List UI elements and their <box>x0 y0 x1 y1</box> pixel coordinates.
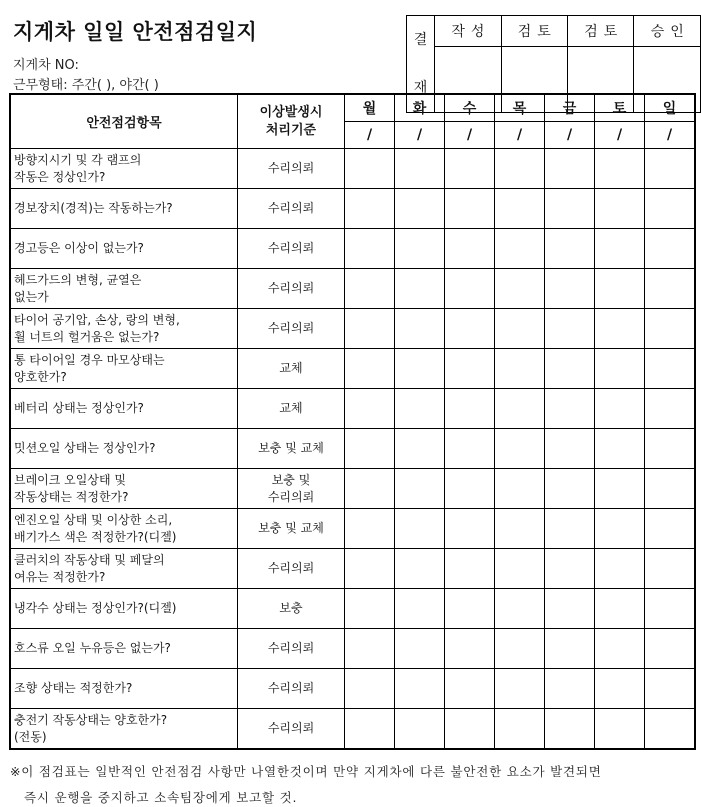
action-criteria: 수리의뢰 <box>238 229 345 269</box>
check-cell-tue[interactable] <box>395 349 445 389</box>
date-cell-fri[interactable]: / <box>545 122 595 149</box>
check-cell-wed[interactable] <box>445 389 495 429</box>
check-cell-wed[interactable] <box>445 549 495 589</box>
check-cell-fri[interactable] <box>545 709 595 750</box>
check-cell-fri[interactable] <box>545 469 595 509</box>
action-criteria: 수리의뢰 <box>238 189 345 229</box>
table-row <box>10 629 695 669</box>
check-cell-sun[interactable] <box>645 629 696 669</box>
check-cell-sun[interactable] <box>645 589 696 629</box>
check-cell-tue[interactable] <box>395 149 445 189</box>
check-cell-tue[interactable] <box>395 669 445 709</box>
check-cell-fri[interactable] <box>545 509 595 549</box>
check-cell-sun[interactable] <box>645 189 696 229</box>
approval-col-review-2: 검토 <box>568 16 634 47</box>
check-cell-tue[interactable] <box>395 469 445 509</box>
check-cell-tue[interactable] <box>395 229 445 269</box>
check-cell-mon[interactable] <box>345 269 395 309</box>
check-cell-sun[interactable] <box>645 349 696 389</box>
check-cell-sat[interactable] <box>595 349 645 389</box>
check-cell-mon[interactable] <box>345 589 395 629</box>
table-row <box>10 429 695 469</box>
action-criteria: 수리의뢰 <box>238 549 345 589</box>
check-cell-mon[interactable] <box>345 669 395 709</box>
check-cell-mon[interactable] <box>345 189 395 229</box>
header-criteria: 이상발생시 처리기준 <box>238 94 345 149</box>
table-row <box>10 189 695 229</box>
inspection-item: 헤드가드의 변형, 균열은 없는가 <box>10 269 238 309</box>
check-cell-tue[interactable] <box>395 509 445 549</box>
inspection-item: 냉각수 상태는 정상인가?(디젤) <box>10 589 238 629</box>
check-cell-thu[interactable] <box>495 269 545 309</box>
check-cell-tue[interactable] <box>395 589 445 629</box>
check-cell-thu[interactable] <box>495 389 545 429</box>
check-cell-sat[interactable] <box>595 229 645 269</box>
check-cell-thu[interactable] <box>495 709 545 750</box>
table-row <box>10 389 695 429</box>
check-cell-mon[interactable] <box>345 229 395 269</box>
check-cell-fri[interactable] <box>545 669 595 709</box>
date-cell-wed[interactable]: / <box>445 122 495 149</box>
action-criteria: 수리의뢰 <box>238 629 345 669</box>
check-cell-fri[interactable] <box>545 309 595 349</box>
action-criteria: 수리의뢰 <box>238 149 345 189</box>
check-cell-wed[interactable] <box>445 509 495 549</box>
check-cell-fri[interactable] <box>545 349 595 389</box>
check-cell-sat[interactable] <box>595 429 645 469</box>
inspection-table <box>9 93 696 750</box>
action-criteria: 교체 <box>238 389 345 429</box>
table-row <box>10 709 695 750</box>
inspection-item: 호스류 오일 누유등은 없는가? <box>10 629 238 669</box>
check-cell-sat[interactable] <box>595 149 645 189</box>
check-cell-sat[interactable] <box>595 709 645 750</box>
table-row <box>10 669 695 709</box>
check-cell-fri[interactable] <box>545 429 595 469</box>
check-cell-thu[interactable] <box>495 309 545 349</box>
check-cell-mon[interactable] <box>345 149 395 189</box>
inspection-item: 밋션오일 상태는 정상인가? <box>10 429 238 469</box>
check-cell-sat[interactable] <box>595 469 645 509</box>
check-cell-sat[interactable] <box>595 189 645 229</box>
check-cell-sun[interactable] <box>645 509 696 549</box>
date-cell-sun[interactable]: / <box>645 122 696 149</box>
check-cell-wed[interactable] <box>445 349 495 389</box>
check-cell-tue[interactable] <box>395 389 445 429</box>
check-cell-sun[interactable] <box>645 309 696 349</box>
check-cell-sat[interactable] <box>595 389 645 429</box>
action-criteria: 보충 및 교체 <box>238 509 345 549</box>
date-cell-mon[interactable]: / <box>345 122 395 149</box>
check-cell-thu[interactable] <box>495 349 545 389</box>
check-cell-wed[interactable] <box>445 149 495 189</box>
check-cell-sat[interactable] <box>595 269 645 309</box>
check-cell-sun[interactable] <box>645 429 696 469</box>
check-cell-wed[interactable] <box>445 269 495 309</box>
check-cell-sat[interactable] <box>595 669 645 709</box>
check-cell-sun[interactable] <box>645 549 696 589</box>
check-cell-fri[interactable] <box>545 549 595 589</box>
document-title: 지게차 일일 안전점검일지 <box>13 20 258 44</box>
check-cell-fri[interactable] <box>545 629 595 669</box>
check-cell-sun[interactable] <box>645 709 696 750</box>
check-cell-thu[interactable] <box>495 149 545 189</box>
check-cell-mon[interactable] <box>345 629 395 669</box>
check-cell-tue[interactable] <box>395 549 445 589</box>
check-cell-tue[interactable] <box>395 629 445 669</box>
inspection-item: 충전기 작동상태는 양호한가? (전동) <box>10 709 238 750</box>
check-cell-thu[interactable] <box>495 549 545 589</box>
check-cell-sun[interactable] <box>645 149 696 189</box>
header-day-sat: 토 <box>595 94 645 122</box>
header-day-thu: 목 <box>495 94 545 122</box>
action-criteria: 보충 및 교체 <box>238 429 345 469</box>
table-row <box>10 349 695 389</box>
check-cell-mon[interactable] <box>345 469 395 509</box>
approval-label-bottom: 재 <box>413 80 428 96</box>
header-inspection-item: 안전점검항목 <box>10 94 238 149</box>
table-row <box>10 269 695 309</box>
check-cell-fri[interactable] <box>545 589 595 629</box>
check-cell-wed[interactable] <box>445 669 495 709</box>
check-cell-tue[interactable] <box>395 309 445 349</box>
check-cell-fri[interactable] <box>545 189 595 229</box>
check-cell-wed[interactable] <box>445 189 495 229</box>
check-cell-mon[interactable] <box>345 549 395 589</box>
table-row <box>10 589 695 629</box>
table-row <box>10 229 695 269</box>
check-cell-sun[interactable] <box>645 229 696 269</box>
forklift-number-label: 지게차 NO: <box>13 58 79 73</box>
table-row <box>10 309 695 349</box>
check-cell-thu[interactable] <box>495 189 545 229</box>
check-cell-fri[interactable] <box>545 269 595 309</box>
action-criteria: 교체 <box>238 349 345 389</box>
work-type-label: 근무형태: 주간( ), 야간( ) <box>13 78 159 93</box>
approval-col-approve: 승인 <box>634 16 701 47</box>
inspection-item: 경고등은 이상이 없는가? <box>10 229 238 269</box>
check-cell-thu[interactable] <box>495 469 545 509</box>
action-criteria: 수리의뢰 <box>238 269 345 309</box>
check-cell-wed[interactable] <box>445 469 495 509</box>
check-cell-tue[interactable] <box>395 189 445 229</box>
check-cell-sat[interactable] <box>595 589 645 629</box>
check-cell-mon[interactable] <box>345 389 395 429</box>
inspection-item: 타이어 공기압, 손상, 랑의 변형, 휠 너트의 헐거움은 없는가? <box>10 309 238 349</box>
check-cell-thu[interactable] <box>495 509 545 549</box>
check-cell-sun[interactable] <box>645 669 696 709</box>
header-day-fri: 금 <box>545 94 595 122</box>
table-row <box>10 469 695 509</box>
approval-label-top: 결 <box>413 32 428 48</box>
date-cell-thu[interactable]: / <box>495 122 545 149</box>
action-criteria: 보충 및 수리의뢰 <box>238 469 345 509</box>
check-cell-thu[interactable] <box>495 629 545 669</box>
table-row <box>10 149 695 189</box>
inspection-item: 클러치의 작동상태 및 페달의 여유는 적정한가? <box>10 549 238 589</box>
inspection-item: 베터리 상태는 정상인가? <box>10 389 238 429</box>
check-cell-sat[interactable] <box>595 509 645 549</box>
check-cell-fri[interactable] <box>545 149 595 189</box>
check-cell-tue[interactable] <box>395 269 445 309</box>
inspection-item: 통 타이어일 경우 마모상태는 양호한가? <box>10 349 238 389</box>
table-row <box>10 549 695 589</box>
header-day-wed: 수 <box>445 94 495 122</box>
header-day-sun: 일 <box>645 94 696 122</box>
header-day-mon: 월 <box>345 94 395 122</box>
check-cell-wed[interactable] <box>445 309 495 349</box>
check-cell-tue[interactable] <box>395 429 445 469</box>
check-cell-fri[interactable] <box>545 389 595 429</box>
action-criteria: 수리의뢰 <box>238 309 345 349</box>
check-cell-wed[interactable] <box>445 229 495 269</box>
check-cell-mon[interactable] <box>345 349 395 389</box>
inspection-item: 경보장치(경적)는 작동하는가? <box>10 189 238 229</box>
check-cell-thu[interactable] <box>495 669 545 709</box>
footnote-line-1: ※이 점검표는 일반적인 안전점검 사항만 나열한것이며 만약 지게차에 다른 불안전한 요소가 발견되면 <box>10 764 602 779</box>
check-cell-fri[interactable] <box>545 229 595 269</box>
table-row <box>10 509 695 549</box>
check-cell-mon[interactable] <box>345 709 395 750</box>
check-cell-wed[interactable] <box>445 709 495 750</box>
check-cell-wed[interactable] <box>445 429 495 469</box>
check-cell-sat[interactable] <box>595 309 645 349</box>
check-cell-sun[interactable] <box>645 269 696 309</box>
inspection-item: 브레이크 오일상태 및 작동상태는 적정한가? <box>10 469 238 509</box>
check-cell-tue[interactable] <box>395 709 445 750</box>
action-criteria: 수리의뢰 <box>238 709 345 750</box>
check-cell-wed[interactable] <box>445 589 495 629</box>
check-cell-mon[interactable] <box>345 429 395 469</box>
approval-col-review-1: 검토 <box>501 16 567 47</box>
check-cell-wed[interactable] <box>445 629 495 669</box>
inspection-item: 방향지시기 및 각 램프의 작동은 정상인가? <box>10 149 238 189</box>
inspection-item: 엔진오일 상태 및 이상한 소리, 배기가스 색은 적정한가?(디젤) <box>10 509 238 549</box>
check-cell-thu[interactable] <box>495 429 545 469</box>
footnote-line-2: 즉시 운행을 중지하고 소속팀장에게 보고할 것. <box>24 790 298 805</box>
check-cell-sun[interactable] <box>645 469 696 509</box>
check-cell-thu[interactable] <box>495 229 545 269</box>
check-cell-sat[interactable] <box>595 549 645 589</box>
check-cell-thu[interactable] <box>495 589 545 629</box>
inspection-item: 조향 상태는 적정한가? <box>10 669 238 709</box>
action-criteria: 보충 <box>238 589 345 629</box>
check-cell-sun[interactable] <box>645 389 696 429</box>
approval-col-writer: 작성 <box>435 16 501 47</box>
action-criteria: 수리의뢰 <box>238 669 345 709</box>
date-cell-tue[interactable]: / <box>395 122 445 149</box>
header-day-tue: 화 <box>395 94 445 122</box>
date-cell-sat[interactable]: / <box>595 122 645 149</box>
check-cell-sat[interactable] <box>595 629 645 669</box>
check-cell-mon[interactable] <box>345 509 395 549</box>
check-cell-mon[interactable] <box>345 309 395 349</box>
